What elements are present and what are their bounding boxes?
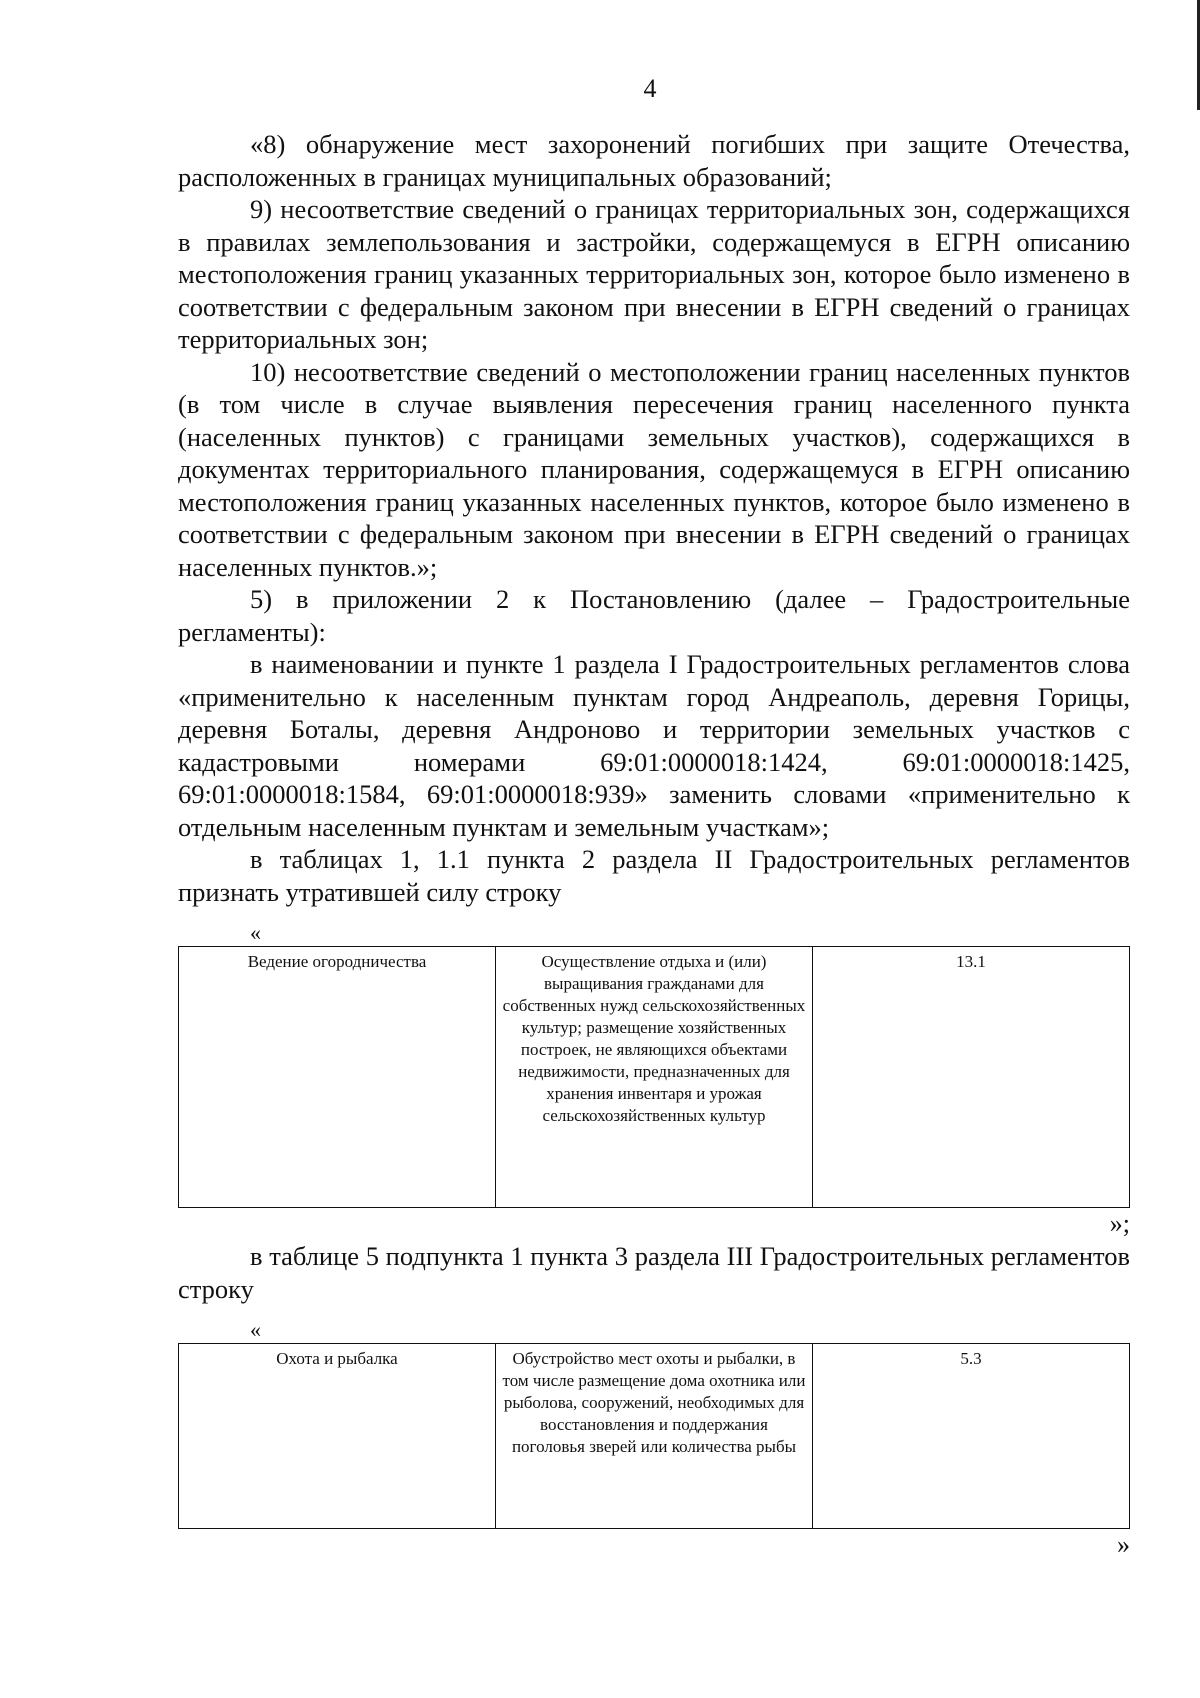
page-number: 4 [643, 74, 657, 103]
row-table-2 [178, 1343, 1130, 1529]
quote-open-2: « [250, 1317, 261, 1342]
table1-description-cell: Осуществление отдыха и (или) выращивания гражданами для собственных нужд сельскохозяйственных культур; размещение хозяйственных построек, не являющихся объектами недвижимости, предназначенных для хранения инвентаря и урожая сельскохозяйственных культур [496, 947, 813, 1208]
table-row [179, 1344, 1130, 1529]
quote-open-1: « [250, 920, 261, 945]
quote-close-1: »; [1109, 1209, 1130, 1238]
table1-code-cell: 13.1 [813, 947, 1130, 1208]
paragraph-table-5: в таблице 5 подпункта 1 пункта 3 раздела III Градостроительных регламентов строку [178, 1241, 1130, 1304]
quote-close-2: » [1117, 1530, 1130, 1559]
table2-name-cell: Охота и рыбалка [179, 1344, 496, 1529]
paragraph-item-8: «8) обнаружение мест захоронений погибших при защите Отечества, расположенных в границах муниципальных образований; [178, 129, 1130, 192]
paragraph-tables-1-repeal: в таблицах 1, 1.1 пункта 2 раздела II Градостроительных регламентов признать утратившей силу строку [178, 844, 1130, 907]
table2-code-cell: 5.3 [813, 1344, 1130, 1529]
paragraph-item-5: 5) в приложении 2 к Постановлению (далее – Градостроительные регламенты): [178, 584, 1130, 647]
paragraph-item-9: 9) несоответствие сведений о границах территориальных зон, содержащихся в правилах землепользования и застройки, содержащемуся в ЕГРН описанию местоположения границ указанных территориальных зон, которое было изменено в соответствии с федеральным законом при внесении в ЕГРН сведений о границах территориальных зон; [178, 194, 1130, 354]
table2-description-cell: Обустройство мест охоты и рыбалки, в том числе размещение дома охотника или рыболова, сооружений, необходимых для восстановления и поддержания поголовья зверей или количества рыбы [496, 1344, 813, 1529]
table1-name-cell: Ведение огородничества [179, 947, 496, 1208]
paragraph-section-1-change: в наименовании и пункте 1 раздела I Градостроительных регламентов слова «применительно к населенным пунктам город Андреаполь, деревня Горицы, деревня Боталы, деревня Андроново и территории земельных участков с кадастровыми номерами 69:01:0000018:1424, 69:01:0000018:1425, 69:01:0000018:1584, 69:01:0000018:939» заменить словами «применительно к отдельным населенным пунктам и земельным участкам»; [178, 649, 1130, 842]
document-body [178, 128, 1130, 1561]
repealed-row-table-1 [178, 946, 1130, 1208]
paragraph-item-10: 10) несоответствие сведений о местоположении границ населенных пунктов (в том числе в случае выявления пересечения границ населенного пункта (населенных пунктов) с границами земельных участков), содержащихся в документах территориального планирования, содержащемуся в ЕГРН описанию местоположения границ указанных населенных пунктов, которое было изменено в соответствии с федеральным законом при внесении в ЕГРН сведений о границах населенных пунктов.»; [178, 356, 1130, 582]
table-row [179, 947, 1130, 1208]
